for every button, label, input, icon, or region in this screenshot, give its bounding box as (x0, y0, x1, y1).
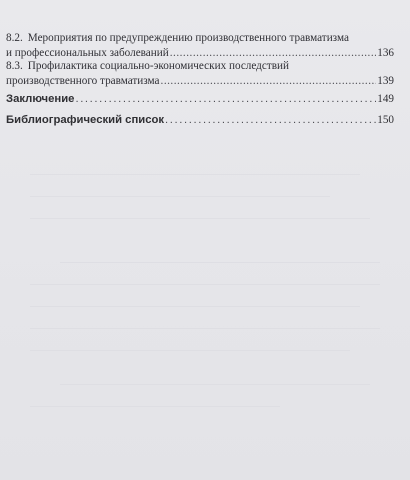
toc-entry-8-3 (6, 59, 394, 89)
toc-entry-line (6, 92, 394, 107)
dot-leader (161, 74, 377, 89)
section-title-line1: Мероприятия по предупреждению производственного травматизма (27, 32, 349, 44)
toc-entry-line (6, 74, 394, 89)
toc-entry-8-2 (6, 31, 394, 61)
section-number: 8.3. (6, 60, 23, 72)
section-title-line2: и профессиональных заболеваний (6, 47, 169, 59)
chapter-title: Заключение (6, 93, 75, 105)
chapter-title: Библиографический список (6, 114, 165, 126)
section-title-line1: Профилактика социально-экономических последствий (27, 60, 289, 72)
toc-entry-bibliography (6, 113, 394, 128)
dot-leader (75, 92, 376, 107)
page-number: 149 (377, 93, 394, 105)
toc-entry-line (6, 59, 394, 74)
section-title-line2: производственного травматизма (6, 75, 160, 87)
page-number: 136 (377, 47, 394, 59)
page-number: 150 (377, 114, 394, 126)
section-number: 8.2. (6, 32, 23, 44)
toc-entry-line (6, 113, 394, 128)
toc-entry-line (6, 31, 394, 46)
toc-entry-conclusion (6, 92, 394, 107)
dot-leader (165, 113, 376, 128)
page-number: 139 (377, 75, 394, 87)
